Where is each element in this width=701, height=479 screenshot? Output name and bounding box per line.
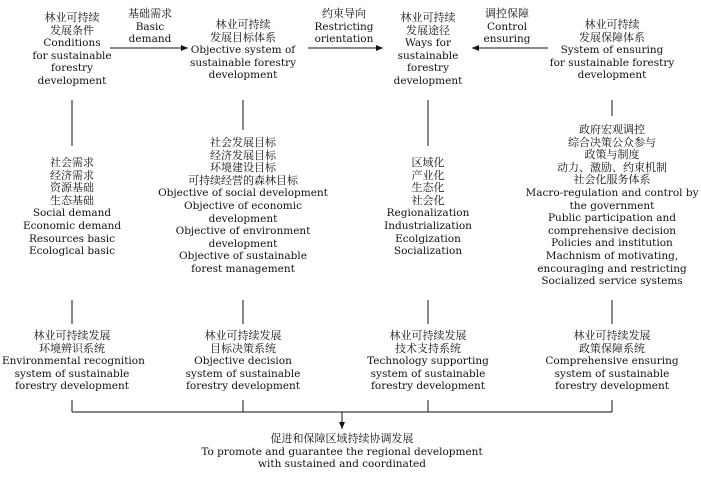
control-ensuring-label: 调控保障 Control ensuring xyxy=(483,7,531,46)
ways-list: 区域化 产业化 生态化 社会化 Regionalization Industrialization Ecolgization Socialization xyxy=(384,156,472,258)
final-goal-box: 促进和保障区域持续协调发展 To promote and guarantee the regional development with sustained and coordinated xyxy=(201,432,483,471)
env-recognition-box: 林业可持续发展 环境辨识系统 Environmental recognition system of sustainable forestry development xyxy=(2,329,145,393)
conditions-box: 林业可持续 发展条件 Conditions for sustainable forestry development xyxy=(32,11,112,87)
ensuring-system-box: 林业可持续 发展保障体系 System of ensuring for sustainable forestry development xyxy=(549,18,675,82)
tech-support-box: 林业可持续发展 技术支持系统 Technology supporting system of sustainable forestry development xyxy=(367,329,489,393)
objective-system-box: 林业可持续 发展目标体系 Objective system of sustainable forestry development xyxy=(189,18,297,82)
ensuring-measures-list: 政府宏观调控 综合决策公众参与 政策与制度 动力、激励、约束机制 社会化服务体系 Macro-regulation and control by the government Public participation and comprehensive decision Policies and institution Machnism of motivating, encouraging and restricting Socialized service systems xyxy=(525,123,699,288)
ways-box: 林业可持续 发展途径 Ways for sustainable forestry development xyxy=(393,11,463,87)
objective-decision-box: 林业可持续发展 目标决策系统 Objective decision system of sustainable forestry development xyxy=(185,329,301,393)
objectives-list: 社会发展目标 经济发展目标 环境建设目标 可持续经营的森林目标 Objective of social development Objective of economic development Objective of environment development Objective of sustainable forest management xyxy=(158,136,328,275)
basic-demand-label: 基础需求 Basic demand xyxy=(128,7,172,46)
demand-basis-list: 社会需求 经济需求 资源基础 生态基础 Social demand Economic demand Resources basic Ecological basic xyxy=(22,156,122,258)
policy-ensuring-box: 林业可持续发展 政策保障系统 Comprehensive ensuring system of sustainable forestry development xyxy=(545,329,679,393)
restricting-orientation-label: 约束导向 Restricting orientation xyxy=(314,7,374,46)
